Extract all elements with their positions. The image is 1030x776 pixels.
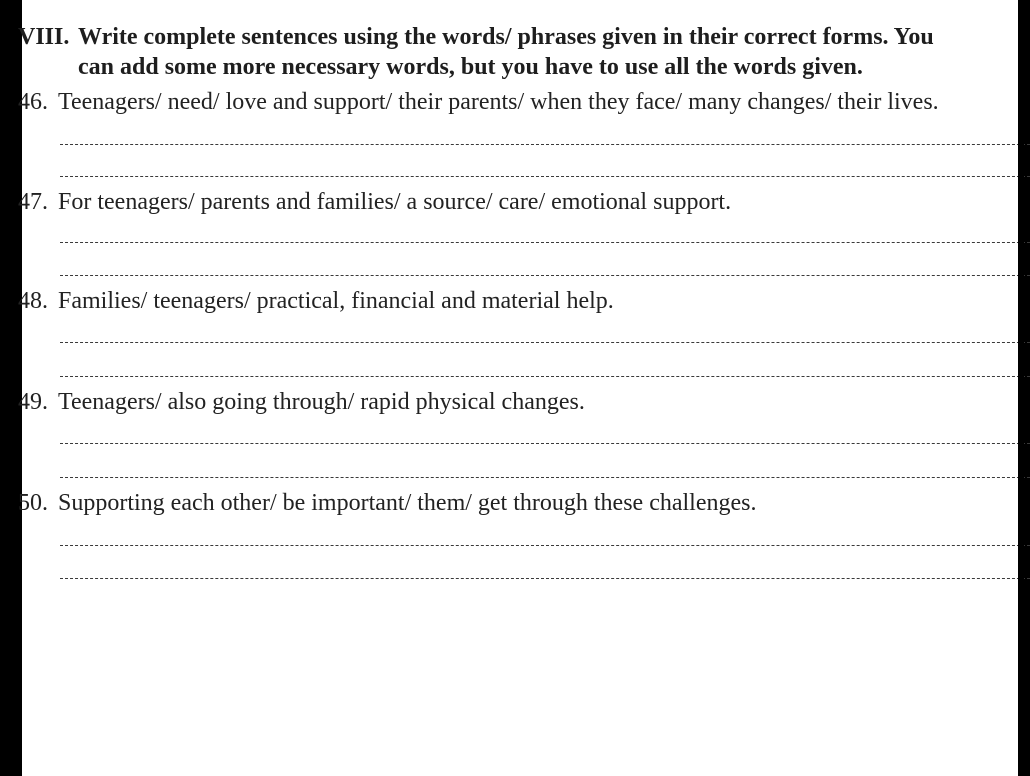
answer-line[interactable] — [60, 242, 1030, 243]
worksheet-page — [18, 0, 1018, 776]
answer-line[interactable] — [60, 545, 1030, 546]
question-number: 49. — [18, 389, 48, 415]
question-number: 50. — [18, 490, 48, 516]
screen-border-right — [1018, 0, 1024, 776]
question-text: Supporting each other/ be important/ them/ get through these challenges. — [58, 490, 757, 516]
question-text: Teenagers/ need/ love and support/ their parents/ when they face/ many changes/ their lives. — [58, 89, 939, 115]
question-number: 46. — [18, 89, 48, 115]
instruction-line-2: can add some more necessary words, but you have to use all the words given. — [78, 54, 863, 80]
question-number: 48. — [18, 288, 48, 314]
answer-line[interactable] — [60, 176, 1030, 177]
answer-line[interactable] — [60, 342, 1030, 343]
answer-line[interactable] — [60, 443, 1030, 444]
question-number: 47. — [18, 189, 48, 215]
answer-line[interactable] — [60, 275, 1030, 276]
question-text: For teenagers/ parents and families/ a source/ care/ emotional support. — [58, 189, 732, 215]
question-text: Families/ teenagers/ practical, financial and material help. — [58, 288, 614, 314]
answer-line[interactable] — [60, 477, 1030, 478]
answer-line[interactable] — [60, 144, 1030, 145]
answer-line[interactable] — [60, 578, 1030, 579]
answer-line[interactable] — [60, 376, 1030, 377]
instruction-line-1: Write complete sentences using the words/ phrases given in their correct forms. You — [78, 24, 934, 50]
question-text: Teenagers/ also going through/ rapid physical changes. — [58, 389, 585, 415]
section-number: VIII. — [18, 24, 70, 50]
